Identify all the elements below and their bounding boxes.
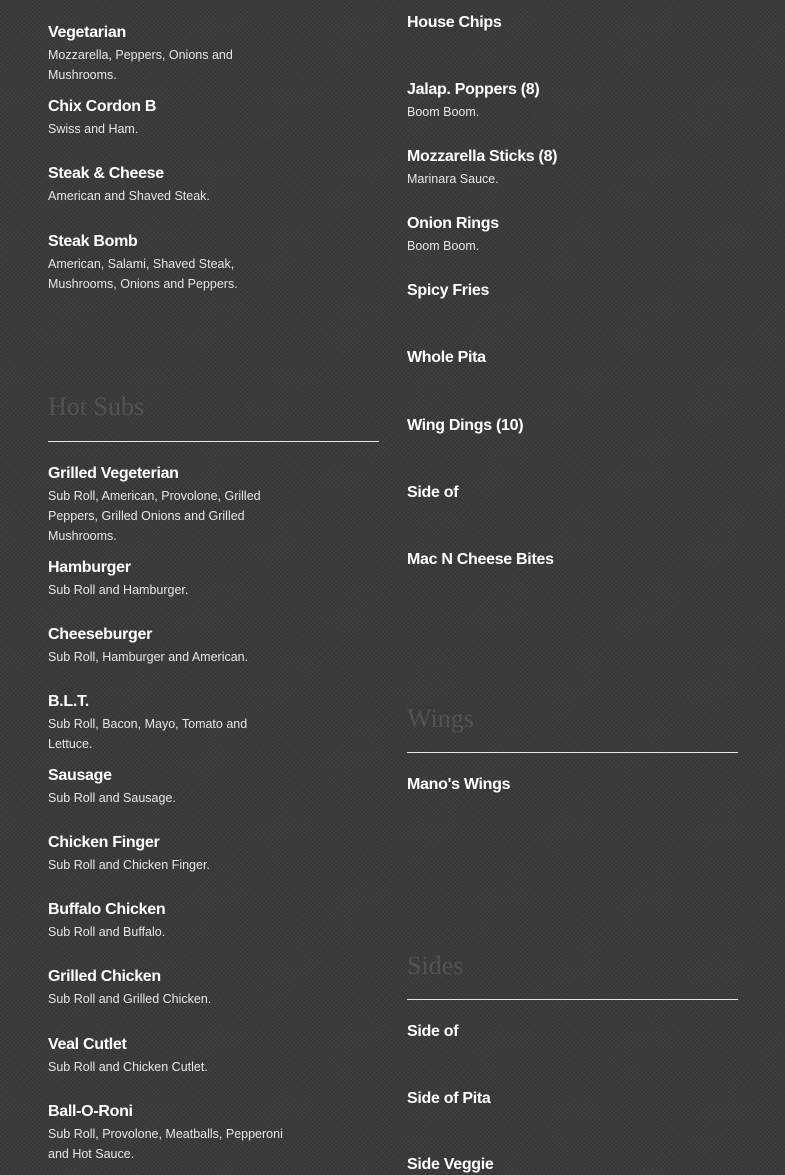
- menu-item: [407, 1022, 647, 1042]
- menu-item: [48, 1035, 288, 1077]
- menu-item-description: Boom Boom.: [407, 239, 480, 253]
- menu-item: [48, 558, 288, 600]
- menu-item: [48, 766, 288, 808]
- menu-item: [407, 80, 647, 122]
- section-header-hot-subs: [48, 392, 379, 422]
- menu-item-name: Mac N Cheese Bites: [407, 551, 554, 568]
- menu-item-name: Veal Cutlet: [48, 1036, 127, 1053]
- menu-item: [407, 348, 647, 368]
- section-divider: [407, 752, 738, 753]
- section-header-sides: [407, 951, 738, 981]
- menu-item: [407, 13, 647, 33]
- menu-item-name: Steak Bomb: [48, 233, 138, 250]
- menu-item-description: Sub Roll and Sausage.: [48, 791, 176, 805]
- section-header-wings: [407, 704, 738, 734]
- section-title: Wings: [407, 704, 474, 733]
- menu-item-name: Wing Dings (10): [407, 417, 524, 434]
- menu-item: [407, 1089, 647, 1109]
- menu-item-description: Sub Roll and Hamburger.: [48, 583, 189, 597]
- menu-item: [48, 625, 288, 667]
- menu-item-description: American, Salami, Shaved Steak, Mushrooms, Onions and Peppers.: [48, 257, 238, 291]
- menu-item-name: Ball-O-Roni: [48, 1103, 133, 1120]
- menu-item-name: Whole Pita: [407, 349, 486, 366]
- menu-item-name: Chix Cordon B: [48, 98, 157, 115]
- menu-item-name: Jalap. Poppers (8): [407, 81, 540, 98]
- menu-item-description: Sub Roll, Provolone, Meatballs, Pepperoni and Hot Sauce.: [48, 1127, 283, 1161]
- menu-item: [48, 232, 288, 294]
- menu-item: [407, 483, 647, 503]
- menu-item: [48, 967, 288, 1009]
- menu-item: [48, 1102, 288, 1164]
- menu-item: [407, 416, 647, 436]
- menu-item-name: Grilled Vegeterian: [48, 465, 179, 482]
- menu-item-name: Side of: [407, 484, 459, 501]
- menu-item: [48, 23, 288, 85]
- menu-item-name: Vegetarian: [48, 24, 126, 41]
- menu-item: [407, 147, 647, 189]
- menu-item-name: House Chips: [407, 14, 502, 31]
- menu-item-name: Onion Rings: [407, 215, 499, 232]
- menu-item-name: Chicken Finger: [48, 834, 160, 851]
- menu-item-description: Sub Roll, American, Provolone, Grilled Peppers, Grilled Onions and Grilled Mushrooms.: [48, 489, 261, 543]
- menu-item-name: Mano's Wings: [407, 776, 511, 793]
- menu-item: [407, 550, 647, 570]
- menu-item-name: Side of Pita: [407, 1090, 491, 1107]
- menu-item-name: Hamburger: [48, 559, 131, 576]
- menu-item: [407, 214, 647, 256]
- menu-item-name: Cheeseburger: [48, 626, 152, 643]
- menu-item-description: Sub Roll, Hamburger and American.: [48, 650, 249, 664]
- menu-item-description: Marinara Sauce.: [407, 172, 499, 186]
- menu-item-description: Sub Roll and Chicken Cutlet.: [48, 1060, 208, 1074]
- menu-item: [48, 833, 288, 875]
- menu-item-description: Swiss and Ham.: [48, 122, 139, 136]
- menu-item-name: Side Veggie: [407, 1156, 494, 1173]
- menu-item-description: Sub Roll, Bacon, Mayo, Tomato and Lettuce.: [48, 717, 248, 751]
- menu-item-name: Spicy Fries: [407, 282, 490, 299]
- menu-item-description: Boom Boom.: [407, 105, 480, 119]
- menu-item: [48, 692, 288, 754]
- menu-item-name: Sausage: [48, 767, 112, 784]
- menu-item: [48, 900, 288, 942]
- menu-item-description: Sub Roll and Grilled Chicken.: [48, 992, 212, 1006]
- menu-item-name: Buffalo Chicken: [48, 901, 166, 918]
- menu-item-description: Sub Roll and Chicken Finger.: [48, 858, 210, 872]
- section-divider: [48, 441, 379, 442]
- section-divider: [407, 999, 738, 1000]
- menu-item: [407, 281, 647, 301]
- section-title: Hot Subs: [48, 392, 145, 421]
- menu-item-description: American and Shaved Steak.: [48, 189, 210, 203]
- menu-item-name: Grilled Chicken: [48, 968, 161, 985]
- menu-item: [48, 464, 288, 546]
- menu-item: [407, 1155, 647, 1175]
- menu-item-description: Mozzarella, Peppers, Onions and Mushrooms.: [48, 48, 233, 82]
- menu-item-description: Sub Roll and Buffalo.: [48, 925, 166, 939]
- menu-item: [407, 775, 647, 795]
- menu-item-name: Side of: [407, 1023, 459, 1040]
- menu-item-name: B.L.T.: [48, 693, 89, 710]
- menu-item-name: Steak & Cheese: [48, 165, 164, 182]
- section-title: Sides: [407, 951, 464, 980]
- menu-item: [48, 97, 288, 139]
- menu-item: [48, 164, 288, 206]
- menu-item-name: Mozzarella Sticks (8): [407, 148, 558, 165]
